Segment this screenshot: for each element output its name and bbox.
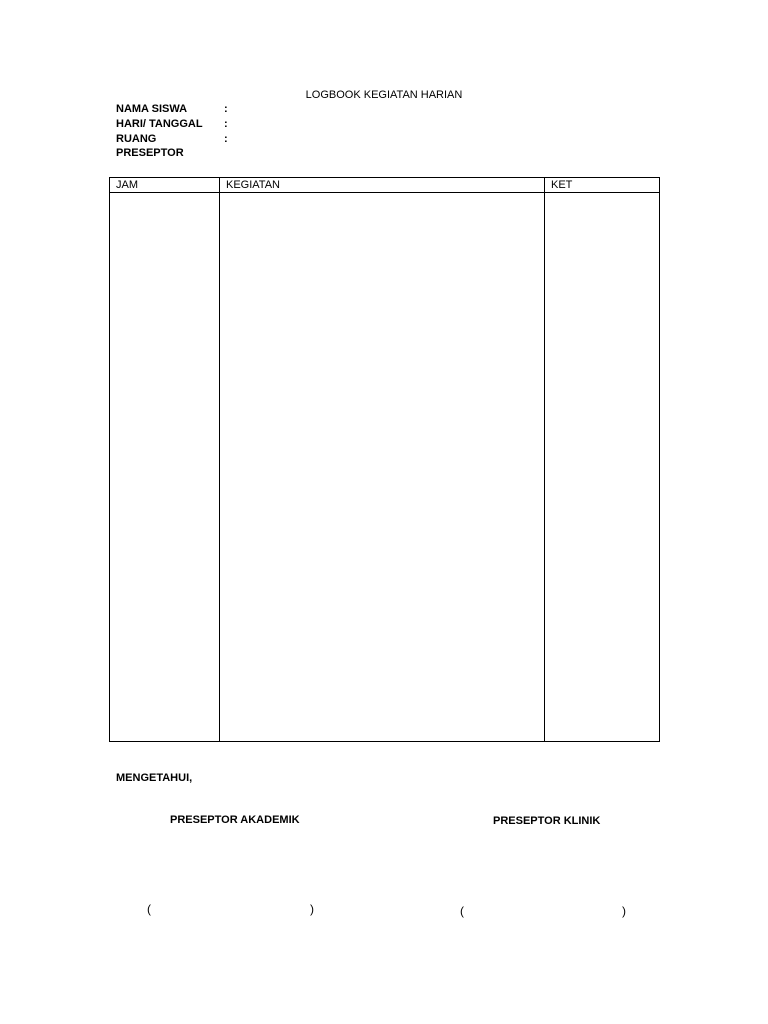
field-label-nama-siswa: NAMA SISWA: [116, 103, 188, 115]
clinical-signature-open-paren: (: [460, 904, 464, 918]
field-label-ruang: RUANG: [116, 133, 157, 145]
table-header-row: [110, 178, 660, 193]
clinical-signature-close-paren: ): [622, 904, 626, 918]
cell-jam[interactable]: [110, 193, 220, 742]
column-header-jam: JAM: [110, 178, 220, 193]
cell-ket[interactable]: [545, 193, 660, 742]
field-colon-ruang: :: [224, 133, 228, 145]
cell-kegiatan[interactable]: [220, 193, 545, 742]
field-label-hari-tanggal: HARI/ TANGGAL: [116, 118, 203, 130]
field-colon-nama-siswa: :: [224, 103, 228, 115]
field-colon-hari-tanggal: :: [224, 118, 228, 130]
acknowledge-label: MENGETAHUI,: [116, 772, 193, 784]
field-label-preseptor: PRESEPTOR: [116, 147, 184, 159]
clinical-preceptor-label: PRESEPTOR KLINIK: [493, 815, 601, 827]
column-header-ket: KET: [545, 178, 660, 193]
academic-signature-close-paren: ): [310, 902, 314, 916]
column-header-kegiatan: KEGIATAN: [220, 178, 545, 193]
table-row: [110, 193, 660, 742]
academic-preceptor-label: PRESEPTOR AKADEMIK: [170, 814, 300, 826]
academic-signature-open-paren: (: [147, 902, 151, 916]
activity-log-table: [109, 177, 660, 742]
document-title: LOGBOOK KEGIATAN HARIAN: [305, 89, 463, 101]
